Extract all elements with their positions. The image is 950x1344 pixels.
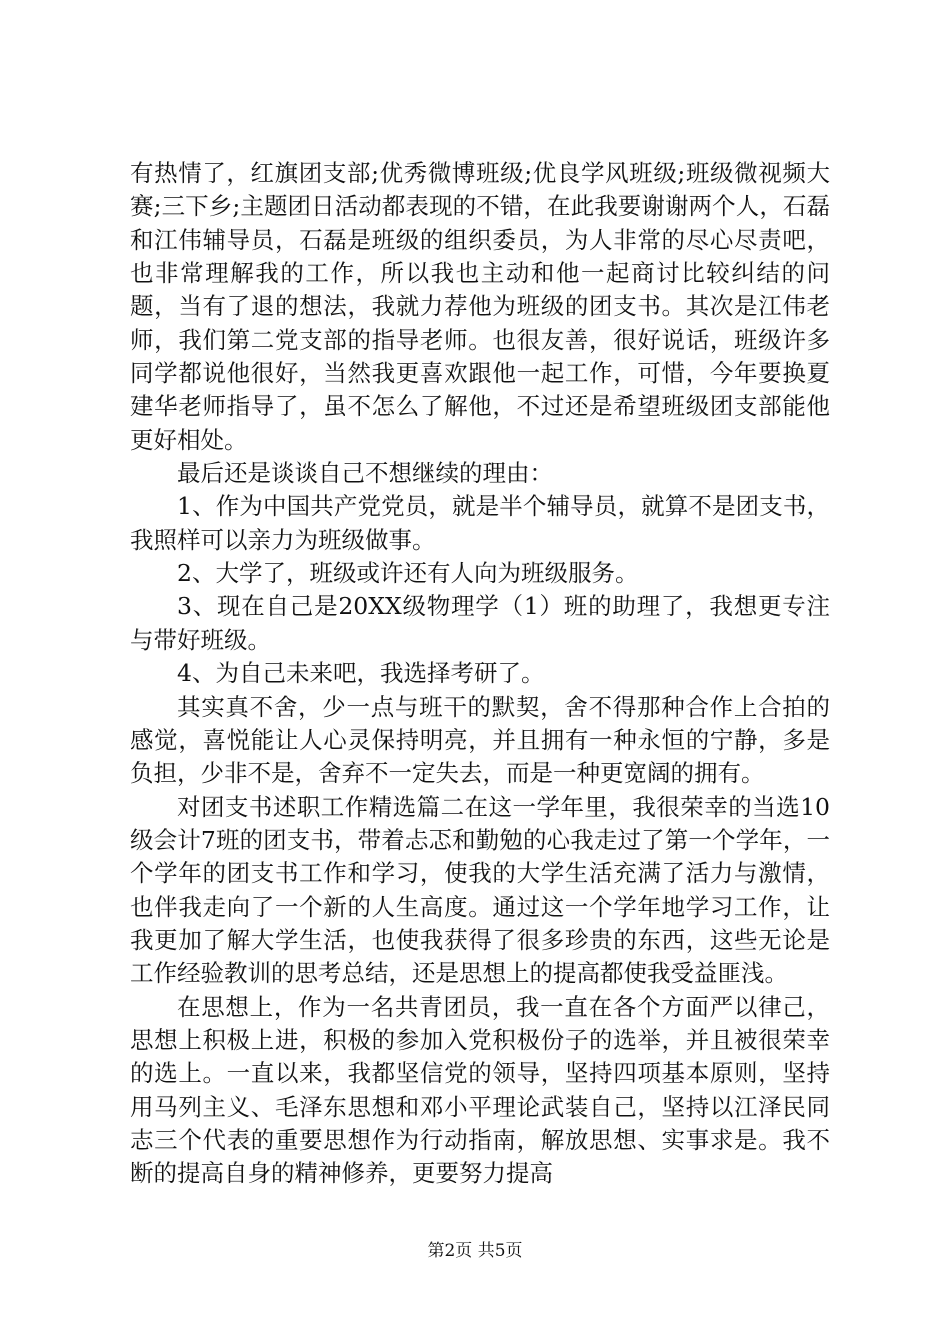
- list-item: 4、为自己未来吧，我选择考研了。: [177, 659, 545, 688]
- paragraph: 其实真不舍，少一点与班干的默契，舍不得那种合作上合拍的感觉，喜悦能让人心灵保持明亮，并且拥有一种永恒的宁静，多是负担，少非不是，舍弃不一定失去，而是一种更宽阔的拥有。: [130, 692, 830, 788]
- paragraph: 有热情了，红旗团支部;优秀微博班级;优良学风班级;班级微视频大赛;三下乡;主题团日活动都表现的不错，在此我要谢谢两个人，石磊和江伟辅导员，石磊是班级的组织委员，为人非常的尽心尽责吧，也非常理解我的工作，所以我也主动和他一起商讨比较纠结的问题，当有了退的想法，我就力荐他为班级的团支书。其次是江伟老师，我们第二党支部的指导老师。也很友善，很好说话，班级许多同学都说他很好，当然我更喜欢跟他一起工作，可惜，今年要换夏建华老师指导了，虽不怎么了解他，不过还是希望班级团支部能他更好相处。: [130, 159, 830, 454]
- paragraph: 对团支书述职工作精选篇二在这一学年里，我很荣幸的当选10级会计7班的团支书，带着忐忑和勤勉的心我走过了第一个学年，一个学年的团支书工作和学习，使我的大学生活充满了活力与激情，也伴我走向了一个新的人生高度。通过这一个学年地学习工作，让我更加了解大学生活，也使我获得了很多珍贵的东西，这些无论是工作经验教训的思考总结，还是思想上的提高都使我受益匪浅。: [130, 792, 830, 988]
- list-item: 2、大学了，班级或许还有人向为班级服务。: [177, 559, 639, 588]
- list-item: 1、作为中国共产党党员，就是半个辅导员，就算不是团支书，我照样可以亲力为班级做事。: [130, 492, 830, 554]
- paragraph: 在思想上，作为一名共青团员，我一直在各个方面严以律己，思想上积极上进，积极的参加入党积极份子的选举，并且被很荣幸的选上。一直以来，我都坚信党的领导，坚持四项基本原则，坚持用马列主义、毛泽东思想和邓小平理论武装自己，坚持以江泽民同志三个代表的重要思想作为行动指南，解放思想、实事求是。我不断的提高自身的精神修养，更要努力提高: [130, 992, 830, 1188]
- list-item: 3、现在自己是20XX级物理学（1）班的助理了，我想更专注与带好班级。: [130, 592, 830, 654]
- page-number: 第2页 共5页: [427, 1241, 523, 1261]
- document-body: [130, 157, 830, 1191]
- paragraph: 最后还是谈谈自己不想继续的理由：: [177, 459, 553, 488]
